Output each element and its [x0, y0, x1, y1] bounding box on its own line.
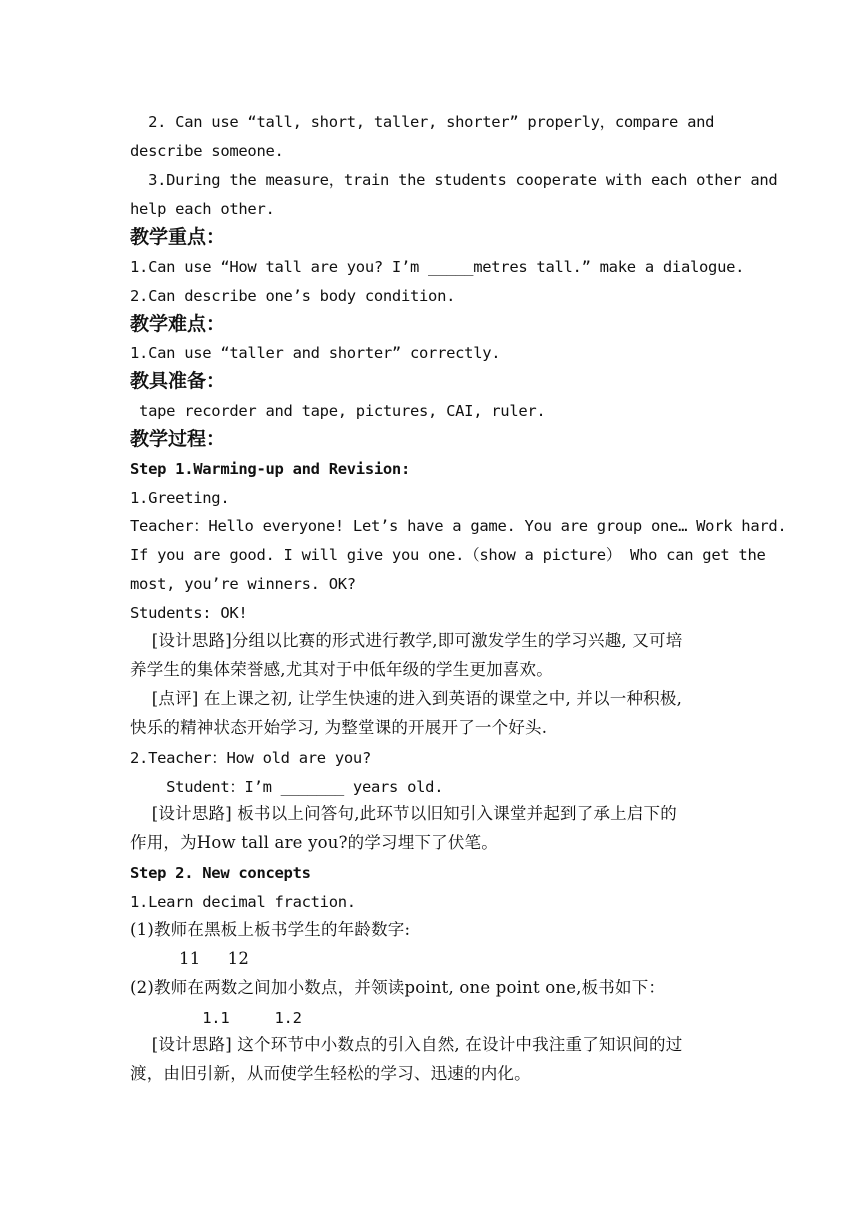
key-points-heading: 教学重点：: [130, 226, 226, 248]
process-heading: 教学过程：: [130, 428, 226, 450]
teacher-question: 2.Teacher：How old are you?: [130, 749, 371, 767]
numbers-row-2: 1.1 1.2: [130, 1009, 302, 1027]
objective-2-cont: describe someone.: [130, 142, 284, 160]
comment-line-2: 快乐的精神状态开始学习, 为整堂课的开展开了一个好头.: [130, 718, 548, 737]
materials-heading: 教具准备：: [130, 370, 226, 392]
students-line: Students: OK!: [130, 604, 248, 622]
objective-3-line: 3.During the measure，train the students cooperate with each other and: [130, 171, 778, 189]
design-note-3-line-2: 渡，由旧引新，从而使学生轻松的学习、迅速的内化。: [130, 1064, 531, 1083]
teacher-line-3: most, you’re winners. OK?: [130, 575, 356, 593]
comment-line-1: [点评] 在上课之初, 让学生快速的进入到英语的课堂之中, 并以一种积极,: [130, 689, 683, 708]
greeting-line: 1.Greeting.: [130, 489, 230, 507]
design-note-2-line-2: 作用，为How tall are you?的学习埋下了伏笔。: [130, 833, 498, 852]
difficulty-1: 1.Can use “taller and shorter” correctly.: [130, 344, 501, 362]
materials-text: tape recorder and tape, pictures, CAI, ruler.: [130, 402, 546, 420]
objective-3-cont: help each other.: [130, 200, 275, 218]
teacher-line-1: Teacher：Hello everyone! Let’s have a game. You are group one… Work hard.: [130, 517, 787, 535]
student-answer: Student：I’m _______ years old.: [130, 778, 444, 796]
design-note-2-line-1: [设计思路] 板书以上问答句,此环节以旧知引入课堂并起到了承上启下的: [130, 804, 677, 823]
step-2-title: Step 2. New concepts: [130, 864, 311, 882]
numbers-row-1: 11 12: [130, 949, 250, 968]
key-point-2: 2.Can describe one’s body condition.: [130, 287, 456, 305]
key-point-1: 1.Can use “How tall are you? I’m _____metres tall.” make a dialogue.: [130, 258, 745, 276]
design-note-1-line-1: [设计思路]分组以比赛的形式进行教学,即可激发学生的学习兴趣, 又可培: [130, 631, 683, 650]
sub-step-1: (1)教师在黑板上板书学生的年龄数字:: [130, 920, 411, 939]
design-note-3-line-1: [设计思路] 这个环节中小数点的引入自然, 在设计中我注重了知识间的过: [130, 1035, 683, 1054]
difficulties-heading: 教学难点：: [130, 313, 226, 335]
design-note-1-line-2: 养学生的集体荣誉感,尤其对于中低年级的学生更加喜欢。: [130, 660, 553, 679]
step-1-title: Step 1.Warming-up and Revision:: [130, 460, 410, 478]
objective-2-line: 2. Can use “tall, short, taller, shorter” properly，compare and: [130, 113, 715, 131]
learn-line: 1.Learn decimal fraction.: [130, 893, 356, 911]
sub-step-2: (2)教师在两数之间加小数点，并领读point, one point one,板书如下：: [130, 978, 666, 997]
teacher-line-2: If you are good. I will give you one.（show a picture） Who can get the: [130, 546, 766, 564]
